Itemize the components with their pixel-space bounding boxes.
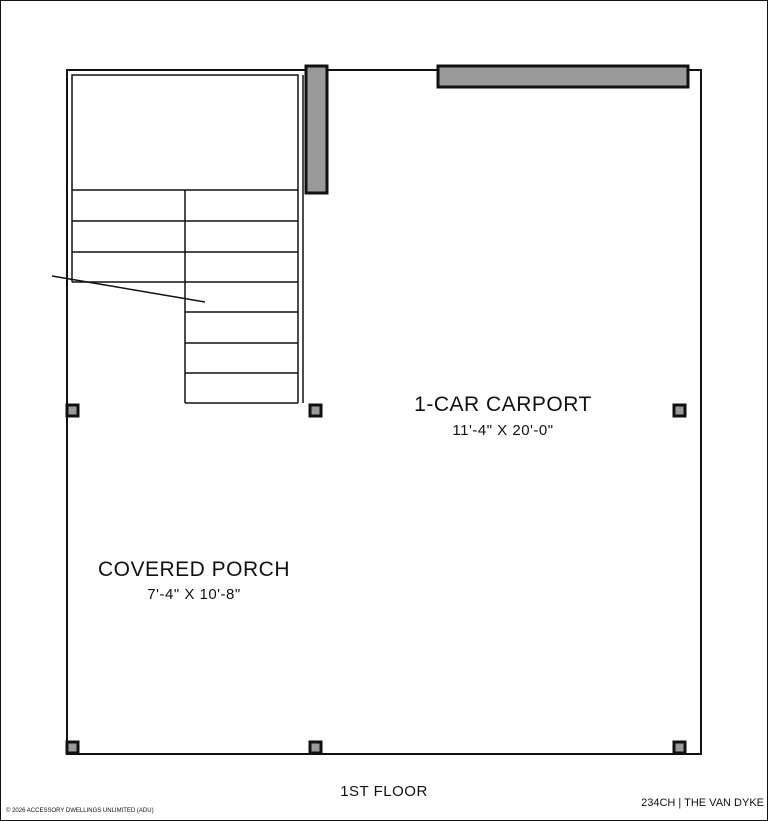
- carport-dimensions: 11'-4" X 20'-0": [452, 422, 554, 439]
- post: [67, 405, 78, 416]
- plan-tag: 234CH | THE VAN DYKE: [641, 797, 764, 809]
- porch-dimensions: 7'-4" X 10'-8": [147, 586, 241, 603]
- porch-name: COVERED PORCH: [97, 558, 291, 581]
- post: [310, 742, 321, 753]
- post: [674, 405, 685, 416]
- rear-wall-segment: [438, 66, 688, 87]
- staircase: [52, 75, 303, 403]
- carport-name: 1-CAR CARPORT: [414, 393, 592, 416]
- interior-wall-segment: [306, 66, 327, 193]
- floor-title: 1ST FLOOR: [340, 783, 428, 800]
- stair-landing-outline: [72, 75, 298, 190]
- copyright-notice: © 2026 ACCESSORY DWELLINGS UNLIMITED (ADU): [6, 808, 154, 814]
- post: [67, 742, 78, 753]
- post: [674, 742, 685, 753]
- post: [310, 405, 321, 416]
- stair-cut-line: [52, 276, 205, 302]
- page-border: [1, 1, 768, 821]
